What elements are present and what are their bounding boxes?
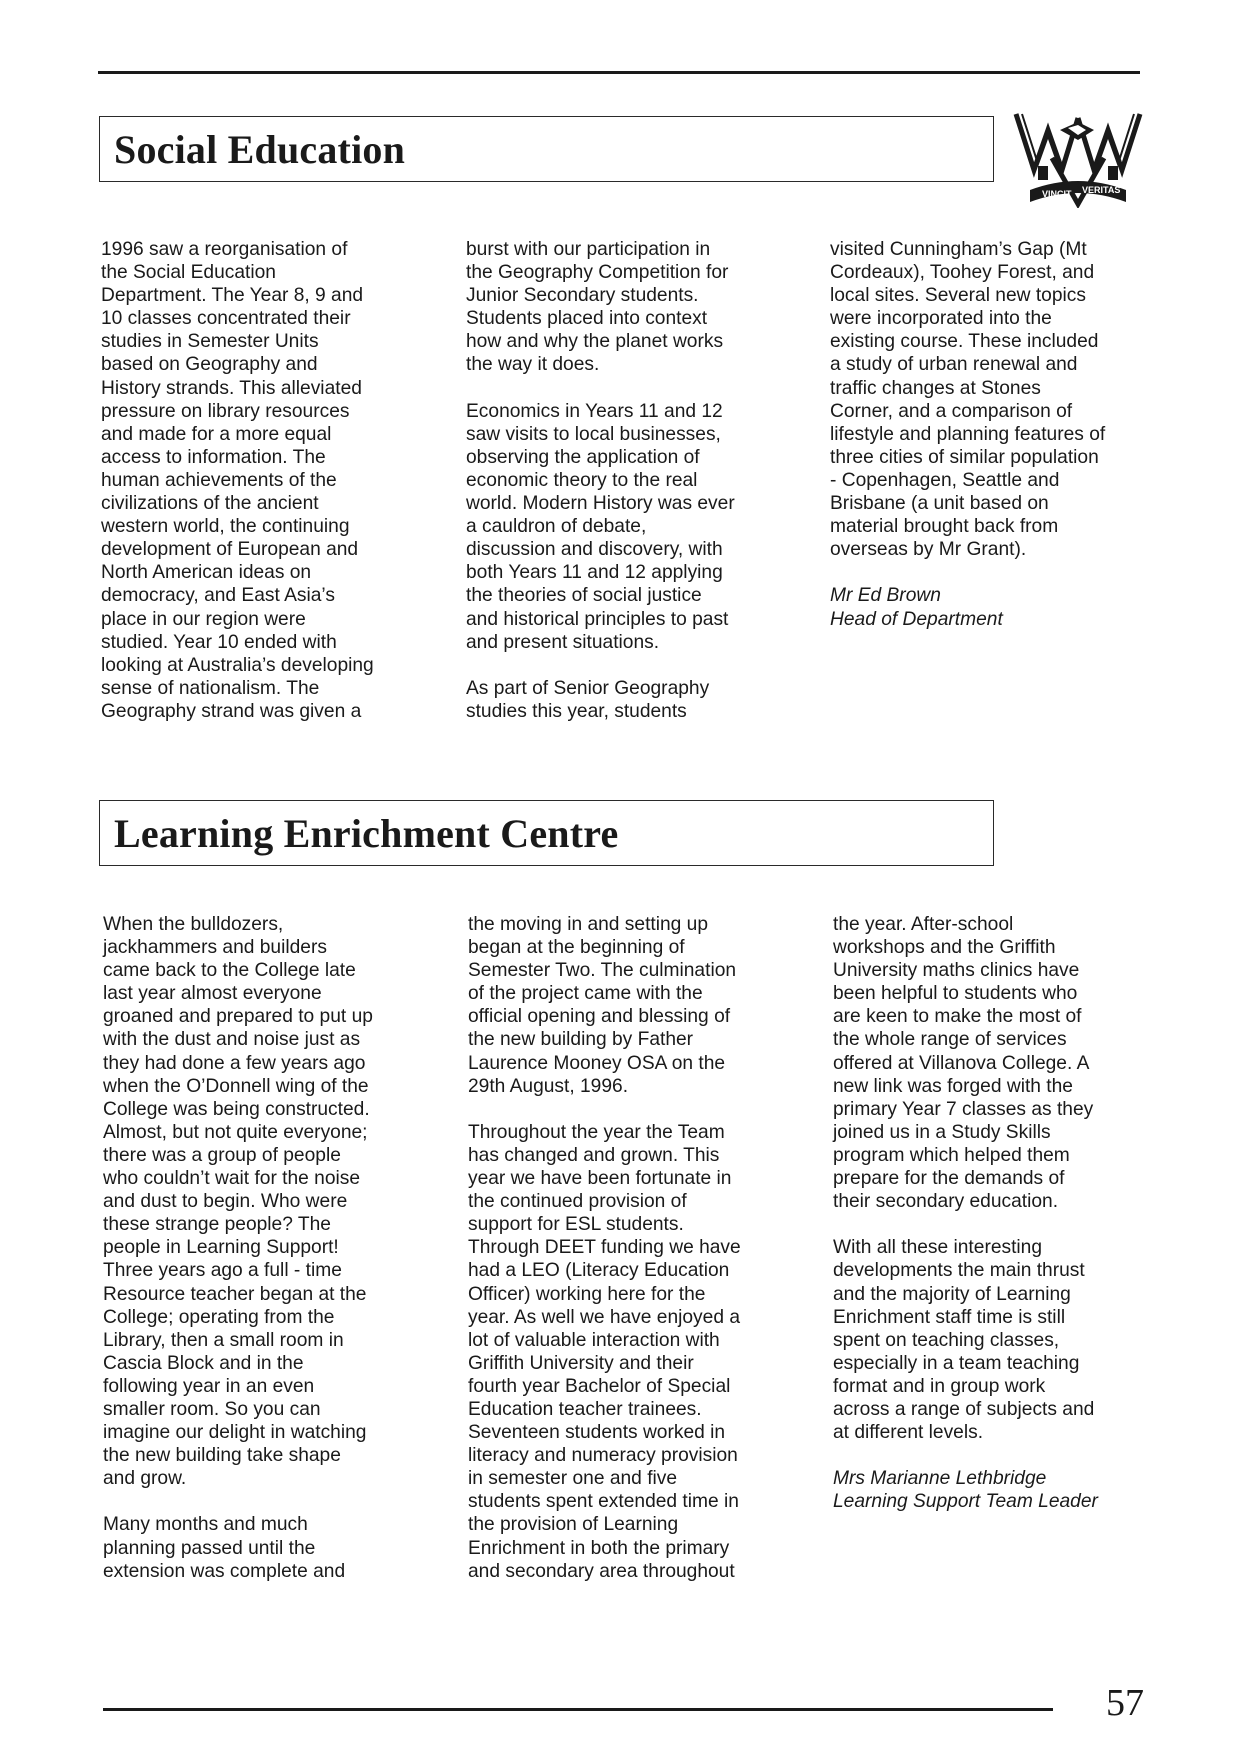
social-education-column-1 [101,238,421,723]
signature-name: Mrs Marianne Lethbridge [833,1468,1047,1490]
bottom-rule [103,1708,1053,1711]
paragraph: the moving in and setting up began at the beginning of Semester Two. The culmination of the project came with the official opening and blessing of the new building by Father Laurence Mooney OSA on the 29th August, 1996. [468,914,737,1097]
social-education-column-3 [830,238,1160,631]
social-education-header-box [99,116,994,182]
paragraph: As part of Senior Geography studies this year, students [466,677,710,722]
paragraph: burst with our participation in the Geography Competition for Junior Secondary students. Students placed into context how and why the planet works the way it does. [466,239,729,376]
social-education-column-2 [466,238,786,723]
learning-enrichment-header-box [99,800,994,866]
paragraph: When the bulldozers, jackhammers and builders came back to the College late last year almost everyone groaned and prepared to put up with the dust and noise just as they had done a few years ago when the O’Donnell wing of the College was being constructed. Almost, but not quite everyone; there was a group of people who couldn’t wait for the noise and dust to begin. Who were these strange people? The people in Learning Support! Three years ago a full - time Resource teacher began at the College; operating from the Library, then a small room in Cascia Block and in the following year in an even smaller room. So you can imagine our delight in watching the new building take shape and grow. [103,914,373,1490]
social-education-title: Social Education [114,126,406,172]
crest-motto-right: VERITAS [1082,185,1121,195]
paragraph: 1996 saw a reorganisation of the Social Education Department. The Year 8, 9 and 10 classes concentrated their studies in Semester Units based on Geography and History strands. This alleviated pressure on library resources and made for a more equal access to information. The human achievements of the civilizations of the ancient western world, the continuing development of European and North American ideas on democracy, and East Asia’s place in our region were studied. Year 10 ended with looking at Australia’s developing sense of nationalism. The Geography strand was given a [101,239,374,722]
paragraph: the year. After-school workshops and the Griffith University maths clinics have been helpful to students who are keen to make the most of the whole range of services offered at Villanova College. A new link was forged with the primary Year 7 classes as they joined us in a Study Skills program which helped them prepare for the demands of their secondary education. [833,914,1094,1213]
page-number: 57 [1106,1682,1144,1724]
paragraph: visited Cunningham’s Gap (Mt Cordeaux), Toohey Forest, and local sites. Several new topics were incorporated into the existing course. These included a study of urban renewal and traffic changes at Stones Corner, and a comparison of lifestyle and planning features of three cities of similar population - Copenhagen, Seattle and Brisbane (a unit based on material brought back from overseas by Mr Grant). [830,239,1106,561]
learning-enrichment-column-1 [103,913,423,1583]
paragraph: Many months and much planning passed until the extension was complete and [103,1514,346,1582]
paragraph: Economics in Years 11 and 12 saw visits to local businesses, observing the application of economic theory to the real world. Modern History was ever a cauldron of debate, discussion and discovery, with both Years 11 and 12 applying the theories of social justice and historical principles to past and present situations. [466,400,735,653]
college-crest-logo [1012,108,1144,208]
signature-name: Mr Ed Brown [830,585,941,607]
paragraph: With all these interesting developments the main thrust and the majority of Learning Enrichment staff time is still spent on teaching classes, especially in a team teaching format and in group work across a range of subjects and at different levels. [833,1237,1095,1444]
signature-role: Learning Support Team Leader [833,1491,1098,1513]
top-rule [98,71,1140,74]
paragraph: Throughout the year the Team has changed and grown. This year we have been fortunate in the continued provision of support for ESL students. Through DEET funding we have had a LEO (Literacy Education Officer) working here for the year. As well we have enjoyed a lot of valuable interaction with Griffith University and their fourth year Bachelor of Special Education teacher trainees. Seventeen students worked in literacy and numeracy provision in semester one and five students spent extended time in the provision of Learning Enrichment in both the primary and secondary area throughout [468,1121,741,1582]
crest-motto-left: VINCIT [1042,189,1072,199]
signature-role: Head of Department [830,608,1003,630]
learning-enrichment-column-2 [468,913,788,1583]
learning-enrichment-title: Learning Enrichment Centre [114,810,619,856]
learning-enrichment-column-3 [833,913,1158,1513]
